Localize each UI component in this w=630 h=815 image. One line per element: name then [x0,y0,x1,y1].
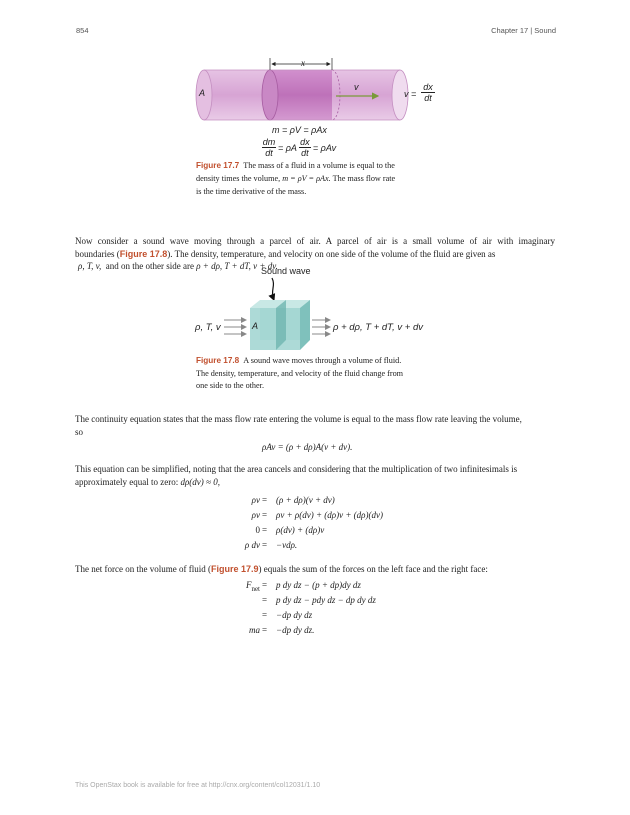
eq2-row1-op: = [262,580,268,590]
velocity-label: v [354,82,359,92]
mass-equation: m = ρV = ρAx [272,125,327,135]
mass-rate-equation [262,137,336,158]
eq1-row2-lhs: ρv [251,510,260,520]
para2-line1: The continuity equation states that the mass flow rate entering the volume is equal to the mass flow rate leaving the volume, [75,414,522,424]
figure-17-8-link[interactable]: Figure 17.8 [119,248,168,259]
caption-17-7-line3: is the time derivative of the mass. [196,187,307,196]
figure-17-8-diagram [222,276,332,356]
para1-line1: Now consider a sound wave moving through a parcel of air. A parcel of air is a small volume of air with imaginary [75,236,555,246]
eq2-row2-op: = [262,595,268,605]
area-label: A [199,88,206,98]
left-state-label: ρ, T, v [195,322,221,333]
para1-math2: ρ + dρ, T + dT, v + dv. [196,261,278,271]
eq2-row4-lhs: ma [249,625,260,635]
fluid-section [270,70,332,120]
fluid-section-left-face [262,70,278,120]
para1-line2b: ). The density, temperature, and velocity on one side of the volume of the fluid are given as [167,248,496,259]
dt-denominator: dt [424,93,432,103]
paragraph-continuity [75,413,555,438]
caption-17-7-line1: The mass of a fluid in a volume is equal to the [243,161,395,170]
continuity-equation: ρAv = (ρ + dρ)A(v + dv). [262,442,353,452]
caption-17-8-line1: A sound wave moves through a volume of fluid. [243,356,402,365]
caption-17-7-line2a: density times the volume, [196,173,281,183]
para1-line2a: boundaries ( [75,248,120,259]
eq2-row4-rhs: −dp dy dz. [276,625,315,635]
eq1-row3-rhs: ρ(dv) + (dρ)v [276,525,325,535]
eq2-row1-rhs: p dy dz − (p + dp)dy dz [276,580,361,590]
chapter-title: Chapter 17 | Sound [491,26,556,35]
fnet-sub: net [251,584,260,593]
eq1-row1-rhs: (ρ + dρ)(v + dv) [276,495,335,505]
dx-numerator-2: dx [300,137,310,147]
para3-math: dρ(dv) ≈ 0, [180,476,220,487]
para2-line2: so [75,426,84,437]
page-number: 854 [76,26,89,35]
eq1-row3-op: = [262,525,268,535]
eq1-row4-rhs: −vdρ. [276,540,298,550]
para3-line1: This equation can be simplified, noting that the area cancels and considering that the multiplication of two infinitesimals is [75,464,518,474]
paragraph-simplify [75,463,555,488]
dx-numerator: dx [421,82,435,93]
dx-dt-fraction [421,82,435,103]
eq2-row2-rhs: p dy dz − pdy dz − dp dy dz [276,595,376,605]
para4-a: The net force on the volume of fluid ( [75,564,211,574]
eq1-row4-lhs: ρ dv [244,540,260,550]
fnet-main: F [245,580,252,590]
figure-17-9-link[interactable]: Figure 17.9 [210,564,259,574]
area-label-17-8: A [252,321,259,331]
figure-17-7-label: Figure 17.7 [196,161,240,170]
eq1-row1-lhs: ρv [251,495,260,505]
sound-wave-arrow [272,278,274,300]
figure-17-8-caption [196,355,456,393]
caption-17-8-line2: The density, temperature, and velocity of the fluid change from [196,368,404,378]
eq2-row3-op: = [262,610,268,620]
paragraph-parcel [75,235,555,273]
para4-b: ) equals the sum of the forces on the left face and the right face: [258,564,488,574]
eq1-row4-op: = [262,540,268,550]
caption-17-7-line2b: The mass flow rate [332,173,396,183]
v-equals-label: v = [404,89,417,99]
eq1-row2-op: = [262,510,268,520]
caption-17-8-line3: one side to the other. [196,381,264,390]
eq1-row3-lhs: 0 [255,525,260,535]
paragraph-net-force [75,563,555,576]
x-label: x [301,58,305,68]
dm-numerator: dm [262,137,276,147]
sound-wave-label: Sound wave [261,266,311,276]
para1-math1: ρ, T, v, [78,261,102,271]
fnet-label [228,580,260,593]
eq1-row2-rhs: ρv + ρ(dv) + (dρ)v + (dρ)(dv) [276,510,383,520]
eq2-row4-op: = [262,625,268,635]
para1-line3a: and on the other side are [105,261,194,271]
dt-denominator-1: dt [265,148,273,158]
eq2-row3-rhs: −dp dy dz [276,610,313,620]
figure-17-7-caption [196,160,446,199]
rate-rhs: = ρAv [312,142,337,153]
rate-mid: = ρA [278,142,297,153]
eq1-row1-op: = [262,495,268,505]
footer-text: This OpenStax book is available for free at http://cnx.org/content/col12031/1.10 [75,782,321,789]
dt-denominator-2: dt [301,148,309,158]
right-state-label: ρ + dρ, T + dT, v + dv [333,322,424,333]
caption-17-7-math: m = ρV = ρAx. [282,173,331,183]
para3-line2a: approximately equal to zero: [75,476,179,487]
figure-17-8-label: Figure 17.8 [196,356,240,365]
cube-right-face [300,300,310,350]
